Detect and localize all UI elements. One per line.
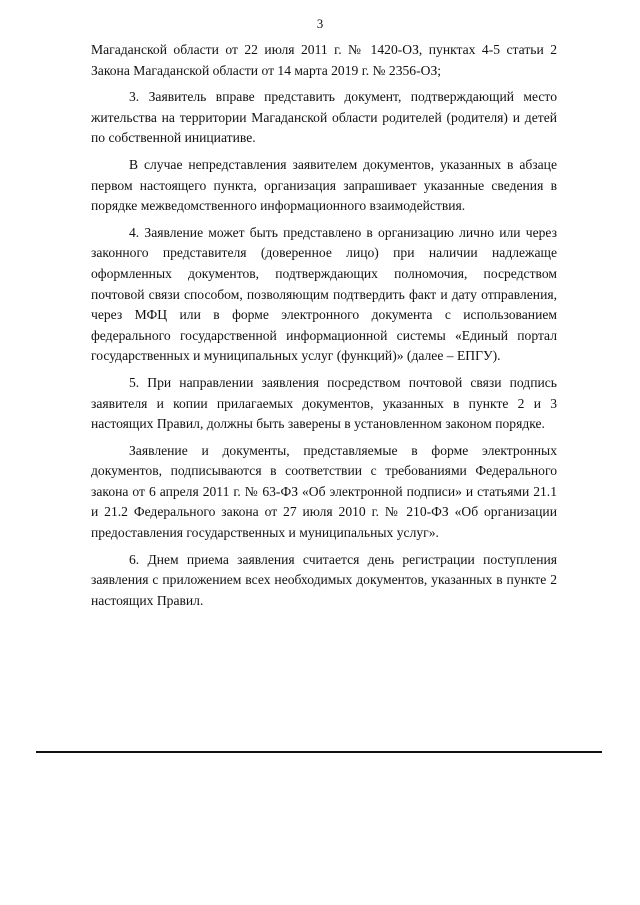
paragraph: В случае непредставления заявителем документов, указанных в абзаце первом настоящего пункта, организация запрашивает указанные сведения в порядке межведомственного информационного взаимодействия. (91, 156, 557, 214)
paragraph: Заявление и документы, представляемые в форме электронных документов, подписываются в соответствии с требованиями Федерального закона от 6 апреля 2011 г. № 63-ФЗ «Об электронной подписи» и статьями 21.1 и 21.2 Федерального закона от 27 июля 2010 г. № 210-ФЗ «Об организации предоставления государственных и муниципальных услуг». (91, 442, 557, 541)
paragraph: Магаданской области от 22 июля 2011 г. № 1420-ОЗ, пунктах 4-5 статьи 2 Закона Магаданской области от 14 марта 2019 г. № 2356-ОЗ; (91, 42, 557, 78)
paragraph: 6. Днем приема заявления считается день регистрации поступления заявления с приложением всех необходимых документов, указанных в пункте 2 настоящих Правил. (91, 551, 557, 608)
paragraph: 5. При направлении заявления посредством почтовой связи подпись заявителя и копии прилагаемых документов, указанных в пункте 2 и 3 настоящих Правил, должны быть заверены в установленном законом порядке. (91, 374, 557, 432)
paragraph: 3. Заявитель вправе представить документ, подтверждающий место жительства на территории Магаданской области родителей (родителя) и детей по собственной инициативе. (91, 89, 557, 146)
document-body (91, 40, 557, 611)
paragraph: 4. Заявление может быть представлено в организацию лично или через законного представителя (доверенное лицо) при наличии надлежаще оформленных документов, подтверждающих полномочия, посредством почтовой связи способом, позволяющим подтвердить факт и дату отправления, через МФЦ или в форме электронного документа с использованием федерального государственной информационной системы «Единый портал государственных и муниципальных услуг (функций)» (далее – ЕПГУ). (91, 224, 557, 364)
page-number: 3 (316, 16, 324, 31)
footer-rule (36, 751, 602, 753)
